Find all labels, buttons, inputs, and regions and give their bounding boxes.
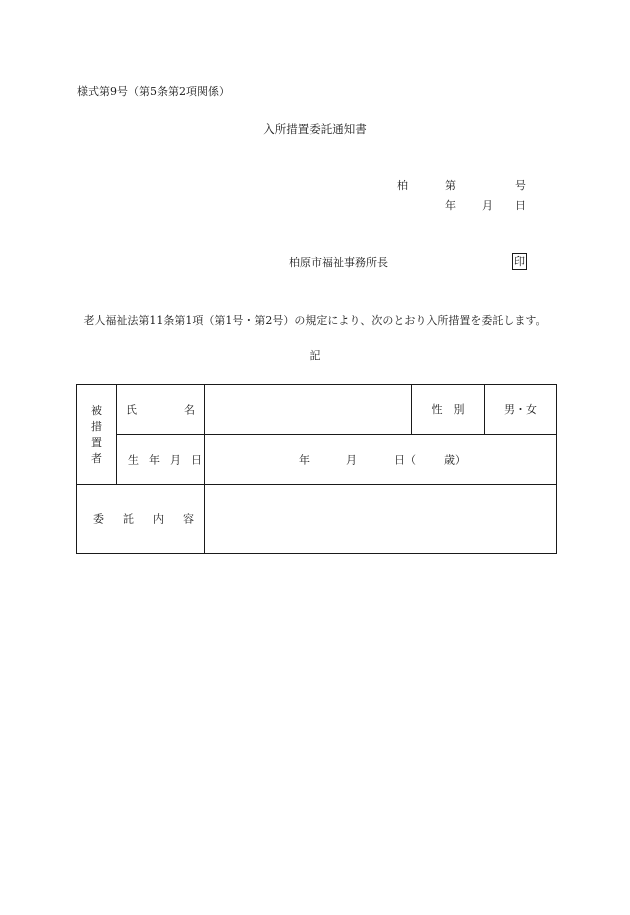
reference-go: 号 bbox=[515, 179, 526, 192]
name-label-cell bbox=[117, 385, 205, 435]
birth-label-3: 月 bbox=[170, 452, 181, 466]
sex-value-field[interactable]: 男・女 bbox=[485, 385, 557, 435]
table-row-name bbox=[77, 385, 557, 435]
birth-day-label: 日（ bbox=[394, 452, 416, 466]
birth-year-label: 年 bbox=[299, 452, 310, 466]
birth-value-field[interactable] bbox=[205, 435, 557, 485]
side-label-char: 措 bbox=[91, 419, 102, 433]
date-year-label: 年 bbox=[445, 199, 456, 212]
body-text: 老人福祉法第11条第1項（第1号・第2号）の規定により、次のとおり入所措置を委託します。 bbox=[83, 314, 547, 327]
sex-label: 性 別 bbox=[412, 385, 485, 435]
seal-mark: 印 bbox=[514, 255, 525, 268]
birth-label-4: 日 bbox=[191, 452, 202, 466]
document-title: 入所措置委託通知書 bbox=[263, 122, 367, 136]
name-label-1: 氏 bbox=[126, 402, 137, 416]
date-month-label: 月 bbox=[482, 199, 493, 212]
name-value-field[interactable] bbox=[205, 385, 412, 435]
sender-name: 柏原市福祉事務所長 bbox=[289, 256, 388, 269]
ki-heading: 記 bbox=[309, 349, 321, 362]
birth-label-1: 生 bbox=[128, 452, 139, 466]
reference-city-prefix: 柏 bbox=[397, 179, 408, 192]
consign-label-cell bbox=[77, 485, 205, 554]
table-row-birth bbox=[77, 435, 557, 485]
consign-value-field[interactable] bbox=[205, 485, 557, 554]
date-day-label: 日 bbox=[515, 199, 526, 212]
reference-dai: 第 bbox=[445, 179, 456, 192]
consign-label-3: 内 bbox=[153, 512, 164, 526]
birth-month-label: 月 bbox=[346, 452, 357, 466]
side-label-char: 者 bbox=[91, 451, 102, 465]
form-number: 様式第9号（第5条第2項関係） bbox=[77, 85, 230, 98]
birth-label-cell bbox=[117, 435, 205, 485]
recipient-side-label bbox=[77, 385, 117, 485]
consign-label-1: 委 bbox=[93, 512, 104, 526]
side-label-char: 置 bbox=[91, 435, 102, 449]
birth-label-2: 年 bbox=[149, 452, 160, 466]
birth-age-label: 歳） bbox=[444, 452, 466, 466]
side-label-char: 被 bbox=[91, 403, 102, 417]
name-label-2: 名 bbox=[184, 402, 195, 416]
recipient-table bbox=[76, 384, 557, 554]
consign-label-4: 容 bbox=[183, 512, 194, 526]
table-row-consign bbox=[77, 485, 557, 554]
consign-label-2: 託 bbox=[123, 512, 134, 526]
